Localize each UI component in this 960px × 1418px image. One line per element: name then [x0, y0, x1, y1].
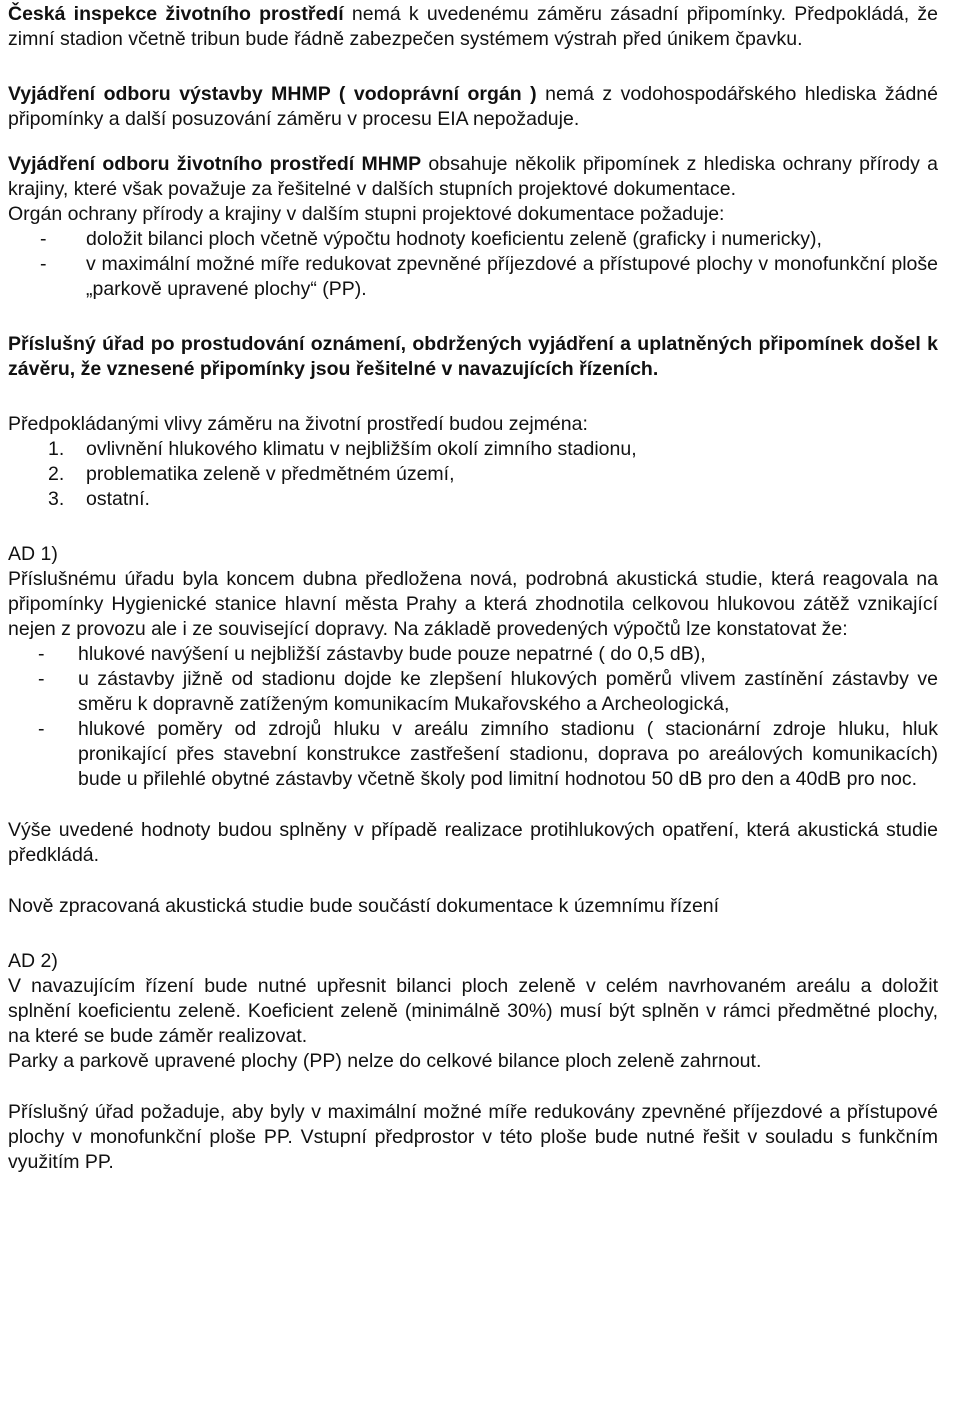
conclusion-text: Příslušný úřad po prostudování oznámení, obdržených vyjádření a uplatněných připomínek došel k závěru, že vznesené připomínky jsou řešitelné v navazujících řízeních.	[8, 333, 938, 380]
ad2-paragraph-2: Parky a parkově upravené plochy (PP) nelze do celkové bilance ploch zeleně zahrnout.	[8, 1050, 762, 1072]
paragraph-impacts-intro: Předpokládanými vlivy záměru na životní prostředí budou zejména:	[8, 413, 588, 435]
list-item: - hlukové poměry od zdrojů hluku v areálu zimního stadionu ( stacionární zdroje hluku, hluk pronikající přes stavební konstrukce zastřešení stadionu, doprava po areálových komunikacích) bude u přilehlé obytné zástavby včetně školy pod limitní hodnotou 50 dB pro den a 40dB pro noc.	[8, 717, 938, 792]
paragraph-organ-intro: Orgán ochrany přírody a krajiny v dalším stupni projektové dokumentace požaduje:	[8, 203, 725, 225]
ad1-paragraph: Příslušnému úřadu byla koncem dubna předložena nová, podrobná akustická studie, která reagovala na připomínky Hygienické stanice hlavní města Prahy a která zhodnotila celkovou hlukovou zátěž vznikající nejen z provozu ale i ze související dopravy. Na základě provedených výpočtů lze konstatovat že:	[8, 568, 938, 640]
paragraph-cizp-lead: Česká inspekce životního prostředí	[8, 3, 344, 25]
list-item-text: ovlivnění hlukového klimatu v nejbližším okolí zimního stadionu,	[86, 438, 637, 460]
list-item-number: 3.	[48, 488, 65, 510]
paragraph-zivotniho-lead: Vyjádření odboru životního prostředí MHMP	[8, 153, 422, 175]
ad2-paragraph-1: V navazujícím řízení bude nutné upřesnit bilanci ploch zeleně v celém navrhovaném areálu a doložit splnění koeficientu zeleně. Koeficient zeleně (minimálně 30%) musí být splněn v rámci předmětné plochy, na které se bude záměr realizovat.	[8, 975, 938, 1047]
ad2-paragraph-3: Příslušný úřad požaduje, aby byly v maximální možné míře redukovány zpevněné příjezdové a přístupové plochy v monofunkční ploše PP. Vstupní předprostor v této ploše bude nutné řešit v souladu s funkčním využitím PP.	[8, 1101, 938, 1173]
list-item: - hlukové navýšení u nejbližší zástavby bude pouze nepatrné ( do 0,5 dB),	[8, 642, 938, 667]
impacts-list	[8, 437, 938, 512]
paragraph-vystavby-text: nemá z vodohospodářského hlediska žádné připomínky a další posuzování záměru v procesu EIA nepožaduje.	[8, 83, 938, 130]
list-item-number: 2.	[48, 463, 65, 485]
paragraph-vystavby-lead: Vyjádření odboru výstavby MHMP ( vodoprávní orgán )	[8, 83, 537, 105]
paragraph-zivotniho	[8, 152, 938, 202]
ad1-noise-list	[8, 642, 938, 792]
list-item: - v maximální možné míře redukovat zpevněné příjezdové a přístupové plochy v monofunkční ploše „parkově upravené plochy“ (PP).	[8, 252, 938, 302]
paragraph-conclusion	[8, 332, 938, 382]
list-item-number: 1.	[48, 438, 65, 460]
ad1-after-paragraph: Výše uvedené hodnoty budou splněny v případě realizace protihlukových opatření, která akustická studie předkládá.	[8, 819, 938, 866]
list-item	[8, 462, 938, 487]
paragraph-cizp	[8, 2, 938, 52]
ad2-heading: AD 2)	[8, 950, 58, 972]
list-item-text: ostatní.	[86, 488, 150, 510]
list-item-text: problematika zeleně v předmětném území,	[86, 463, 455, 485]
organ-requirements-list	[8, 227, 938, 302]
ad1-study-paragraph: Nově zpracovaná akustická studie bude součástí dokumentace k územnímu řízení	[8, 895, 720, 917]
list-item	[8, 487, 938, 512]
paragraph-zivotniho-text: obsahuje několik připomínek z hlediska ochrany přírody a krajiny, které však považuje za řešitelné v dalších stupních projektové dokumentace.	[8, 153, 938, 200]
list-item: - doložit bilanci ploch včetně výpočtu hodnoty koeficientu zeleně (graficky i numericky),	[8, 227, 938, 252]
list-item	[8, 437, 938, 462]
list-item: - u zástavby jižně od stadionu dojde ke zlepšení hlukových poměrů vlivem zastínění zástavby ve směru k dopravně zatíženým komunikacím Mukařovského a Archeologická,	[8, 667, 938, 717]
paragraph-vystavby	[8, 82, 938, 132]
ad1-heading: AD 1)	[8, 543, 58, 565]
paragraph-cizp-text: nemá k uvedenému záměru zásadní připomínky. Předpokládá, že zimní stadion včetně tribun bude řádně zabezpečen systémem výstrah před únikem čpavku.	[8, 3, 939, 50]
